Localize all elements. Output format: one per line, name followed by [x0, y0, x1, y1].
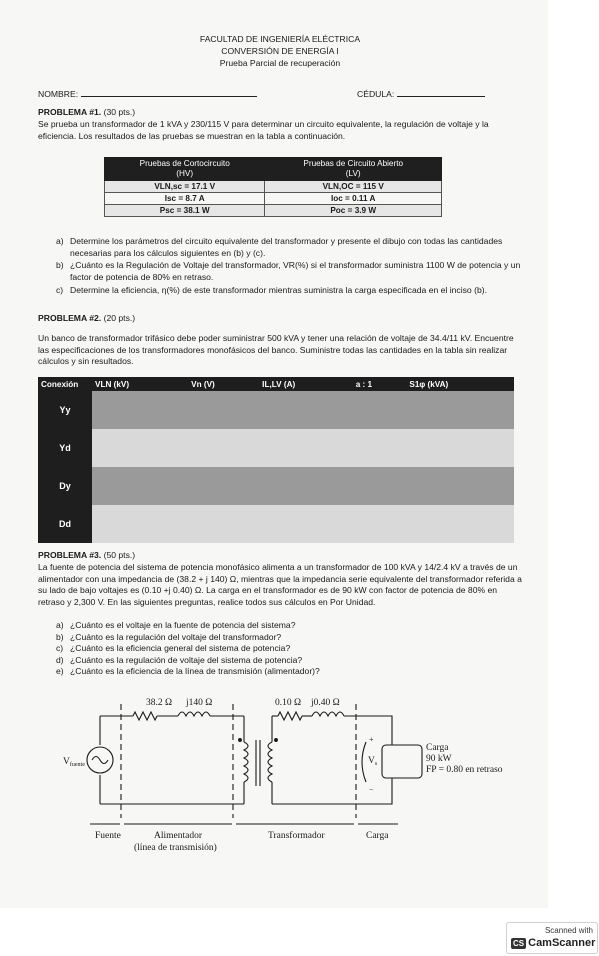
name-label: NOMBRE:	[38, 89, 79, 99]
load-box	[382, 745, 422, 778]
row-label-yy: Yy	[38, 391, 92, 429]
scanner-caption: Scanned with	[544, 926, 593, 935]
load-power: 90 kW	[426, 754, 452, 764]
problem1-points: (30 pts.)	[101, 107, 136, 117]
table-cell: Poc = 3.9 W	[265, 205, 442, 217]
scanner-brand: CS CamScanner	[513, 937, 596, 949]
load-pf: FP = 0.80 en retraso	[426, 765, 503, 775]
problem3-item-d: d) ¿Cuánto es la regulación de voltaje del sistema de potencia?	[56, 654, 303, 665]
trafo-x-label: j0.40 Ω	[311, 698, 340, 708]
table-cell: Isc = 8.7 A	[105, 193, 265, 205]
exam-title: Prueba Parcial de recuperación	[219, 58, 341, 68]
row-label-dy: Dy	[38, 467, 92, 505]
section-label-source: Fuente	[95, 831, 121, 841]
feeder-resistor	[133, 712, 157, 720]
problem3-item-c: c) ¿Cuánto es la eficiencia general del sistema de potencia?	[56, 643, 291, 654]
problem2-intro: Un banco de transformador trifásico debe poder suministrar 500 kVA y tener una relación de voltaje de 34.4/11 kV. Encuentre las especificaciones de los transformadores monofásicos del banco. Suministre todas las cantidades en la tabla sin realizar cálculos y sin resultados.	[38, 333, 514, 367]
problem1-title: PROBLEMA #1.	[38, 107, 102, 117]
problem2-points: (20 pts.)	[101, 313, 136, 323]
col-header: VLN (kV)	[92, 377, 188, 391]
primary-winding-icon	[244, 742, 248, 782]
short-circuit-header: Pruebas de Cortocircuito (HV)	[105, 158, 265, 181]
trafo-r-label: 0.10 Ω	[275, 698, 302, 708]
problem1-item-a: a) Determine los parámetros del circuito equivalente del transformador y presente el dibujo con todas las cantidades necesarias para los cálculos siguientes en (b) y (c).	[56, 236, 503, 258]
scanner-watermark	[506, 922, 598, 954]
table-cell: Ioc = 0.11 A	[265, 193, 442, 205]
feeder-x-label: j140 Ω	[186, 698, 213, 708]
col-header: IL,LV (A)	[259, 377, 353, 391]
section-label-feeder: Alimentador	[154, 831, 203, 841]
id-label: CÉDULA:	[357, 89, 395, 99]
problem1-item-c: c) Determine la eficiencia, η(%) de este transformador mientras suministra la carga especificada en el inciso (b).	[56, 285, 487, 295]
section-label-feeder-sub: (línea de transmisión)	[134, 843, 217, 853]
problem3-points: (50 pts.)	[101, 550, 136, 560]
row-label-yd: Yd	[38, 429, 92, 467]
col-header: a : 1	[353, 377, 407, 391]
section-label-load: Carga	[366, 831, 389, 841]
col-header: S1φ (kVA)	[406, 377, 514, 391]
trafo-inductor	[312, 712, 344, 716]
col-header: Vn (V)	[188, 377, 259, 391]
table-cell: Psc = 38.1 W	[105, 205, 265, 217]
trafo-resistor	[278, 712, 302, 720]
table-cell: VLN,OC = 115 V	[265, 181, 442, 193]
secondary-winding-icon	[268, 742, 272, 782]
col-header: Conexión	[38, 377, 92, 391]
course-title: CONVERSIÓN DE ENERGÍA I	[221, 46, 339, 56]
plus-sign: +	[369, 735, 374, 744]
open-circuit-header: Pruebas de Circuito Abierto (LV)	[265, 158, 442, 181]
table-cell: VLN,sc = 17.1 V	[105, 181, 265, 193]
problem2-title: PROBLEMA #2.	[38, 313, 102, 323]
feeder-r-label: 38.2 Ω	[146, 698, 173, 708]
minus-sign: −	[369, 785, 374, 794]
camscanner-logo-icon: CS	[513, 939, 525, 948]
feeder-inductor	[178, 712, 210, 716]
section-label-transformer: Transformador	[268, 831, 325, 841]
problem1-item-b: b) ¿Cuánto es la Regulación de Voltaje del transformador, VR(%) si el transformador suministra 1100 W de potencia y un factor de potencia de 80% en retraso.	[56, 260, 521, 282]
source-voltage-label: $V_{fuente}$	[63, 757, 85, 768]
problem1-intro: Se prueba un transformador de 1 kVA y 230/115 V para determinar un circuito equivalente, la regulación de voltaje y la eficiencia. Los resultados de las pruebas se muestran en la tabla a continuación.	[38, 119, 489, 141]
load-voltage-label: $V_s$	[368, 756, 378, 767]
problem3-item-b: b) ¿Cuánto es la regulación del voltaje del transformador?	[56, 631, 282, 642]
problem3-title: PROBLEMA #3.	[38, 550, 102, 560]
load-title: Carga	[426, 743, 449, 753]
faculty-title: FACULTAD DE INGENIERÍA ELÉCTRICA	[199, 34, 361, 44]
problem3-item-e: e) ¿Cuánto es la eficiencia de la línea de transmisión (alimentador)?	[56, 666, 320, 677]
row-label-dd: Dd	[38, 505, 92, 543]
problem3-item-a: a) ¿Cuánto es el voltaje en la fuente de potencia del sistema?	[56, 620, 296, 630]
problem3-intro: La fuente de potencia del sistema de potencia monofásico alimenta a un transformador de 100 kVA y 14/2.4 kV a través de un alimentador con una impedancia de (38.2 + j 140) Ω, mientras que la impedancia serie equivalente del transformador referida a su lado de bajo voltajes es (0.10 +j 0.40) Ω. La carga en el transformador es de 90 kW con factor de potencia de 80% en retraso y 2,300 V. En las siguientes preguntas, realice todos sus cálculos en Por Unidad.	[38, 562, 522, 607]
